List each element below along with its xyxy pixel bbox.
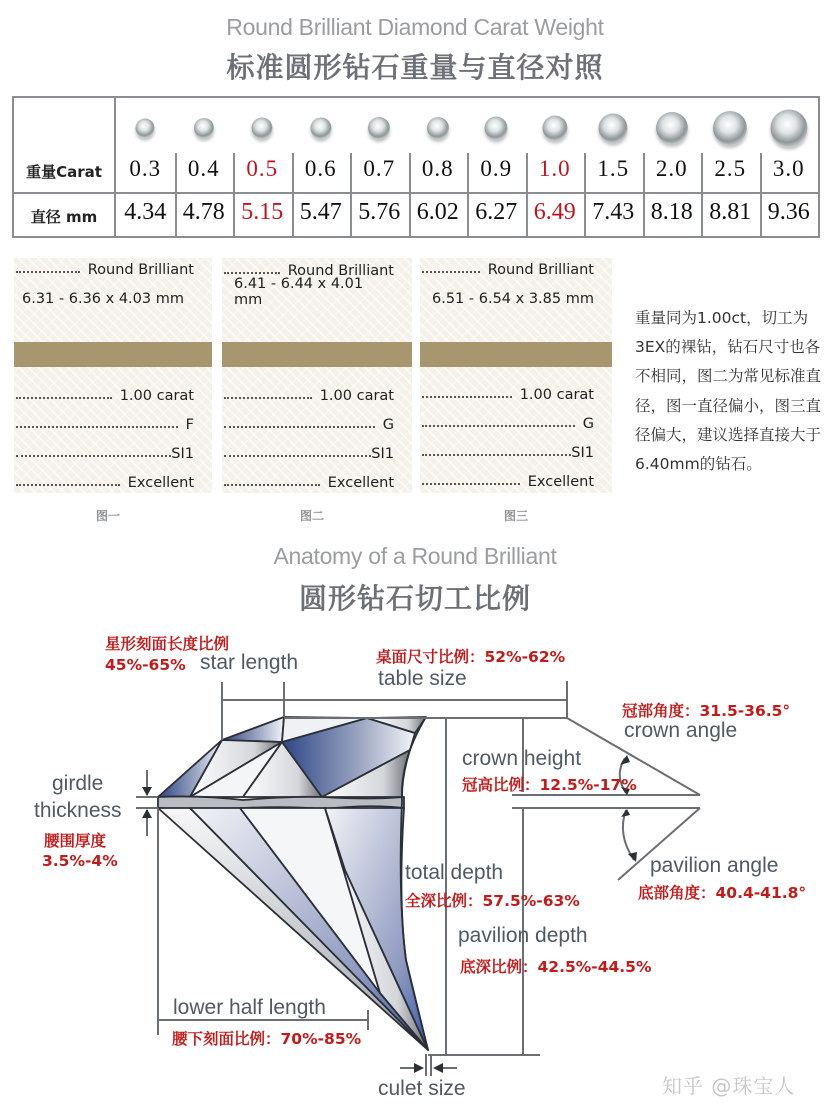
carat-value: 2.0 bbox=[655, 156, 688, 181]
mm-value: 5.15 bbox=[241, 199, 284, 225]
cert-measurements: 6.31 - 6.36 x 4.03 mm bbox=[22, 291, 184, 307]
section1-title-zh: 标准圆形钻石重量与直径对照 bbox=[226, 51, 604, 84]
mm-value: 5.76 bbox=[358, 199, 401, 225]
cert-clarity: SI1 bbox=[571, 445, 594, 461]
carat-value: 0.9 bbox=[480, 156, 513, 181]
mm-value: 6.02 bbox=[416, 199, 459, 225]
comparison-note: 重量同为1.00ct，切工为3EX的裸钻，钻石尺寸也各不相同，图二为常见标准直径，图一直径偏小，图三直径偏大，建议选择直接大于6.40mm的钻石。 bbox=[635, 309, 822, 474]
mm-value: 6.27 bbox=[475, 199, 518, 225]
section1-title-en: Round Brilliant Diamond Carat Weight bbox=[226, 14, 604, 40]
mm-value: 7.43 bbox=[592, 199, 635, 225]
cert-shape: Round Brilliant bbox=[487, 262, 594, 278]
cert-carat: 1.00 carat bbox=[319, 388, 394, 404]
cert-shape: Round Brilliant bbox=[87, 262, 194, 278]
cert-cut: Excellent bbox=[327, 475, 394, 491]
cert-clarity: SI1 bbox=[371, 446, 394, 462]
row-label-carat: 重量Carat bbox=[26, 163, 102, 181]
mm-value: 9.36 bbox=[767, 199, 810, 225]
watermark: 知乎 @珠宝人 bbox=[662, 1074, 796, 1098]
pavilion-depth-en: pavilion depth bbox=[458, 924, 588, 947]
carat-value: 0.6 bbox=[304, 156, 337, 181]
mm-value: 4.34 bbox=[124, 199, 167, 225]
cert-color: G bbox=[582, 416, 594, 432]
cert-measurements: 6.41 - 6.44 x 4.01 mm bbox=[234, 276, 364, 308]
pavilion-angle-en: pavilion angle bbox=[650, 854, 779, 877]
total-depth-en: total depth bbox=[405, 861, 504, 884]
carat-value: 3.0 bbox=[772, 156, 805, 181]
cert-cut: Excellent bbox=[527, 474, 594, 490]
crown-angle-zh: 冠部角度：31.5-36.5° bbox=[622, 702, 791, 720]
section2-title-en: Anatomy of a Round Brilliant bbox=[273, 543, 557, 569]
crown-angle-en: crown angle bbox=[624, 719, 738, 742]
lower-half-length-zh: 腰下刻面比例：70%-85% bbox=[172, 1030, 362, 1048]
carat-value: 1.5 bbox=[597, 156, 630, 181]
cert-color: F bbox=[185, 417, 194, 433]
mm-value: 4.78 bbox=[182, 199, 225, 225]
section2-title-zh: 圆形钻石切工比例 bbox=[298, 582, 531, 615]
carat-value: 0.7 bbox=[363, 156, 396, 181]
star-length-range: 45%-65% bbox=[105, 656, 186, 674]
cert-measurements: 6.51 - 6.54 x 3.85 mm bbox=[432, 291, 594, 307]
mm-value: 8.81 bbox=[709, 199, 752, 225]
total-depth-zh: 全深比例：57.5%-63% bbox=[405, 892, 580, 910]
girdle-thickness-zh: 腰围厚度 bbox=[44, 832, 107, 850]
cert-carat: 1.00 carat bbox=[119, 388, 194, 404]
caption-figure-1: 图一 bbox=[95, 509, 120, 523]
girdle-thickness-range: 3.5%-4% bbox=[42, 852, 118, 870]
mm-value: 6.49 bbox=[533, 199, 576, 225]
row-label-mm: 直径 mm bbox=[30, 208, 98, 226]
girdle-thickness-en-2: thickness bbox=[34, 799, 122, 822]
carat-value: 2.5 bbox=[714, 156, 747, 181]
star-length-zh: 星形刻面长度比例 bbox=[105, 635, 230, 653]
carat-value: 0.8 bbox=[421, 156, 454, 181]
pavilion-angle-zh: 底部角度：40.4-41.8° bbox=[638, 884, 807, 902]
carat-value: 0.5 bbox=[246, 156, 279, 181]
carat-value: 0.4 bbox=[187, 156, 220, 181]
pavilion-depth-zh: 底深比例：42.5%-44.5% bbox=[460, 958, 652, 976]
culet-size-en: culet size bbox=[378, 1077, 466, 1100]
caption-figure-2: 图二 bbox=[299, 509, 324, 523]
mm-value: 5.47 bbox=[299, 199, 342, 225]
carat-value: 1.0 bbox=[538, 156, 571, 181]
caption-figure-3: 图三 bbox=[503, 509, 528, 523]
table-size-zh: 桌面尺寸比例：52%-62% bbox=[376, 648, 566, 666]
cert-carat: 1.00 carat bbox=[519, 387, 594, 403]
table-size-en: table size bbox=[378, 667, 467, 690]
crown-height-en: crown height bbox=[462, 747, 582, 770]
mm-value: 8.18 bbox=[650, 199, 693, 225]
cert-clarity: SI1 bbox=[171, 446, 194, 462]
cert-cut: Excellent bbox=[127, 475, 194, 491]
star-length-en: star length bbox=[200, 651, 299, 674]
crown-height-zh: 冠高比例：12.5%-17% bbox=[462, 776, 637, 794]
cert-shape: Round Brilliant bbox=[287, 263, 394, 279]
lower-half-length-en: lower half length bbox=[173, 996, 326, 1019]
carat-value: 0.3 bbox=[129, 156, 162, 181]
girdle-thickness-en-1: girdle bbox=[52, 772, 104, 795]
cert-color: G bbox=[382, 417, 394, 433]
